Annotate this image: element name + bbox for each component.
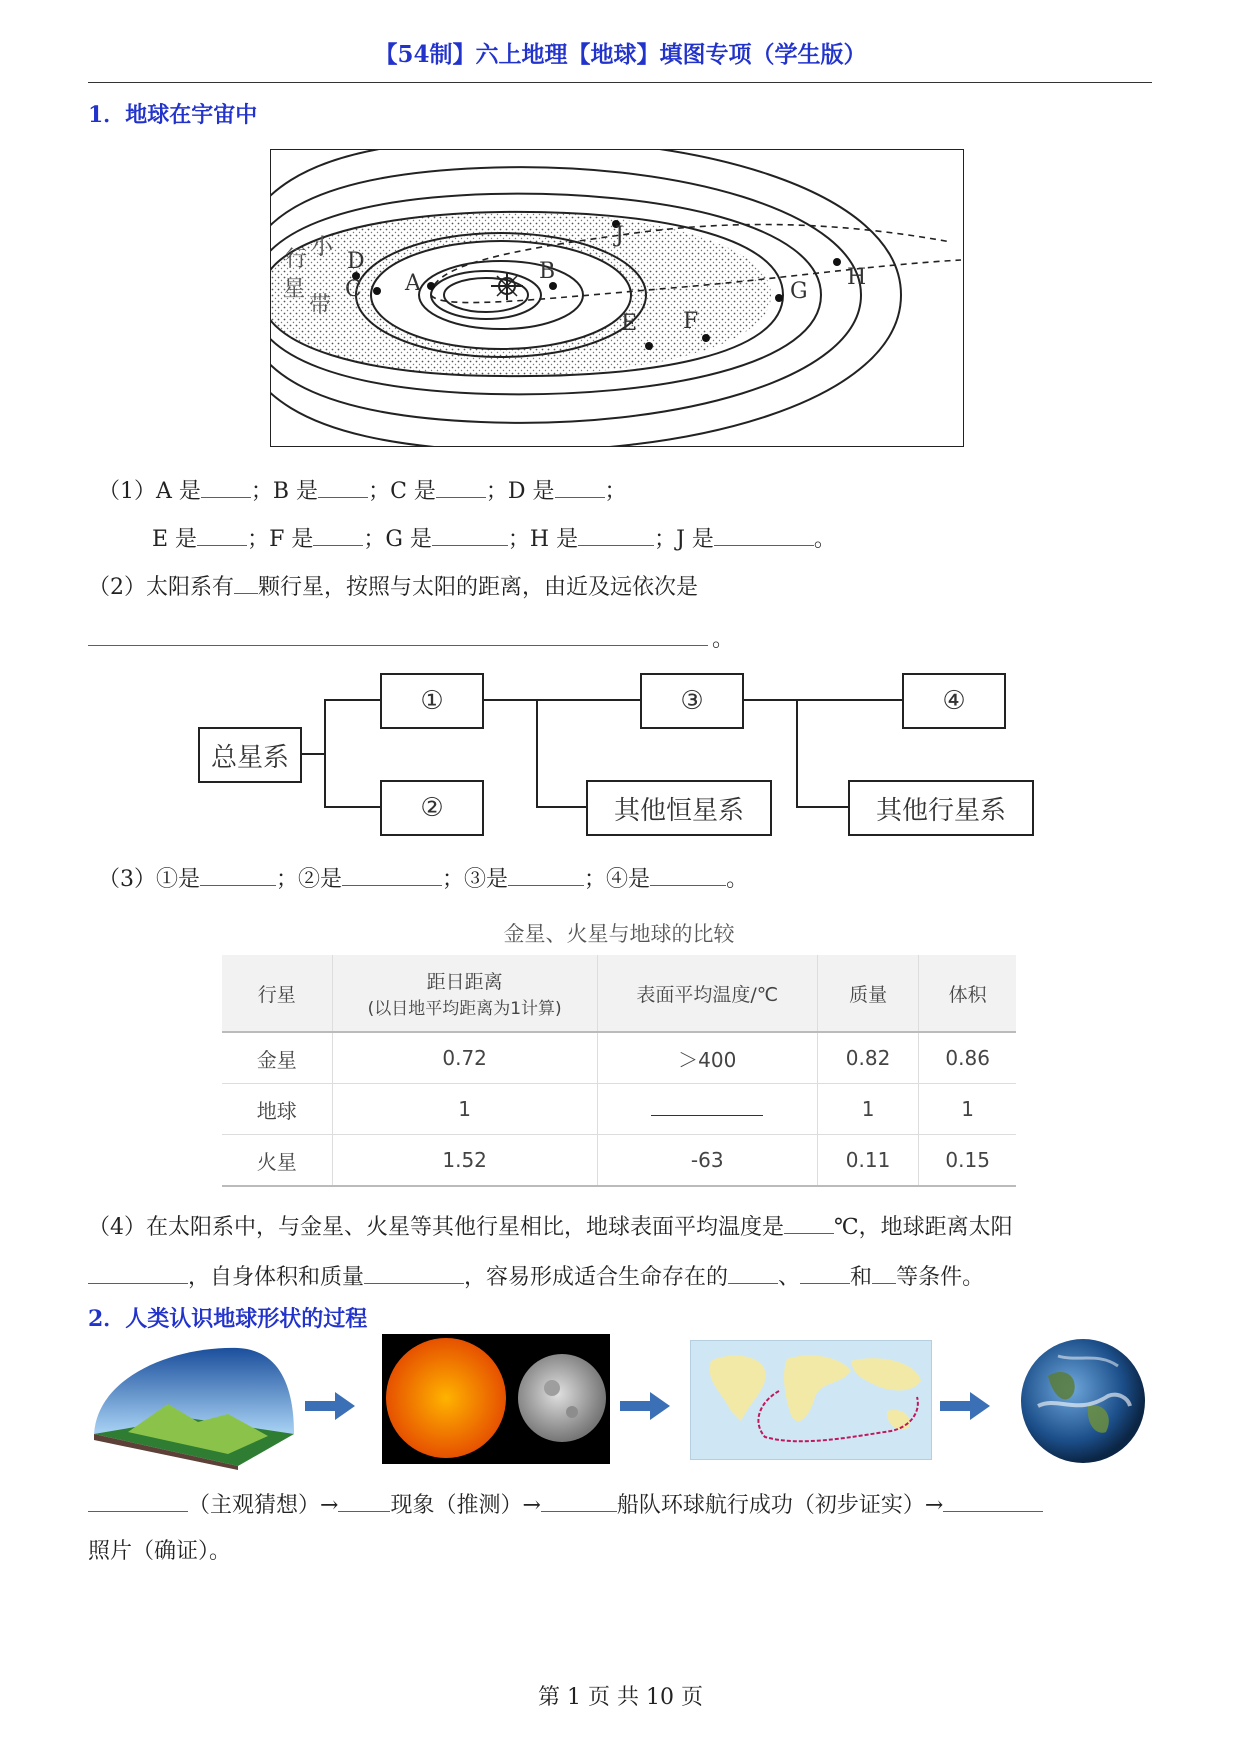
q1-c-label: ；C 是 <box>368 479 436 504</box>
q1-j-blank[interactable] <box>714 527 814 546</box>
node-2-box: ② <box>380 780 484 836</box>
process-text-2: 现象（推测）→ <box>390 1493 541 1518</box>
q4-line1 <box>88 1210 1013 1241</box>
cell: 0.72 <box>332 1032 597 1084</box>
planet-a-dot <box>427 282 435 290</box>
section-1-title: 1．地球在宇宙中 <box>88 102 258 128</box>
table-row <box>222 1084 1016 1135</box>
sun-photo-icon <box>386 1338 506 1458</box>
process-line-2: 照片（确证）。 <box>88 1539 232 1564</box>
process-blank-2[interactable] <box>338 1493 390 1512</box>
q1-row1-end: ； <box>604 479 627 504</box>
table-header-row <box>222 955 1016 1032</box>
label-f: F <box>683 309 699 334</box>
node-3-box: ③ <box>640 673 744 729</box>
q4-cond2-blank[interactable] <box>800 1265 850 1284</box>
connector <box>536 699 538 807</box>
q4-text-f: 和 <box>850 1265 873 1290</box>
table-caption: 金星、火星与地球的比较 <box>503 922 735 946</box>
q3-end: 。 <box>726 867 749 892</box>
table-row <box>222 1135 1016 1187</box>
q4-line2 <box>88 1260 984 1291</box>
connector <box>324 699 326 807</box>
arrow-right-icon <box>620 1392 670 1420</box>
label-j: J <box>615 223 624 248</box>
earth-temperature-cell <box>597 1084 817 1135</box>
q3-4-label: ；④是 <box>584 867 651 892</box>
cell: ＞400 <box>597 1032 817 1084</box>
header-planet: 行星 <box>222 955 332 1032</box>
solar-system-diagram <box>270 149 964 447</box>
table-row <box>222 1032 1016 1084</box>
connector <box>302 753 326 755</box>
planet-h-dot <box>833 258 841 266</box>
process-blank-1[interactable] <box>88 1493 188 1512</box>
q4-text-g: 等条件。 <box>896 1265 985 1290</box>
dome-sky-illustration <box>88 1344 298 1470</box>
q2-count-blank[interactable] <box>234 575 258 594</box>
other-planetary-systems-box: 其他行星系 <box>848 780 1034 836</box>
belt-label-4: 带 <box>309 293 332 318</box>
q3-2-blank[interactable] <box>342 867 442 886</box>
belt-label-1: 行 <box>285 247 308 272</box>
planet-comparison-table <box>222 955 1016 1187</box>
q1-row2 <box>152 522 836 553</box>
q4-distance-blank[interactable] <box>88 1265 188 1284</box>
earth-photo <box>1018 1336 1148 1466</box>
label-c: C <box>345 277 362 302</box>
q1-j-label: ；J 是 <box>654 527 714 552</box>
process-blank-4[interactable] <box>943 1493 1043 1512</box>
cell: 1 <box>919 1084 1016 1135</box>
other-star-systems-box: 其他恒星系 <box>586 780 772 836</box>
q4-temp-blank[interactable] <box>784 1215 834 1234</box>
moon-photo-icon <box>518 1354 606 1442</box>
planet-e-dot <box>645 342 653 350</box>
process-text-3: 船队环球航行成功（初步证实）→ <box>616 1493 944 1518</box>
q3-4-blank[interactable] <box>650 867 726 886</box>
cell: 金星 <box>222 1032 332 1084</box>
q1-row2-end: 。 <box>813 527 836 552</box>
circumnavigation-map <box>690 1340 932 1460</box>
connector <box>796 699 798 807</box>
q1-d-blank[interactable] <box>555 479 605 498</box>
q1-g-label: ；G 是 <box>363 527 432 552</box>
q3-2-label: ；②是 <box>276 867 343 892</box>
solar-system-svg <box>271 150 963 446</box>
section-2-title: 2．人类认识地球形状的过程 <box>88 1306 368 1332</box>
cell: 1.52 <box>332 1135 597 1187</box>
belt-label-2: 小 <box>311 235 334 260</box>
cell: -63 <box>597 1135 817 1187</box>
belt-label-3: 星 <box>283 277 306 302</box>
q1-g-blank[interactable] <box>432 527 508 546</box>
q4-text-d: ，容易形成适合生命存在的 <box>464 1265 729 1290</box>
q3-prefix: （3） <box>98 867 156 892</box>
process-text-1: （主观猜想）→ <box>188 1493 339 1518</box>
header-distance <box>332 955 597 1032</box>
label-a: A <box>405 271 421 296</box>
q1-a-blank[interactable] <box>201 479 251 498</box>
q4-cond3-blank[interactable] <box>872 1265 896 1284</box>
q4-text-c: ，自身体积和质量 <box>188 1265 365 1290</box>
planet-c-dot <box>373 287 381 295</box>
process-blank-3[interactable] <box>541 1493 617 1512</box>
cell: 0.15 <box>919 1135 1016 1187</box>
q4-cond1-blank[interactable] <box>728 1265 778 1284</box>
sun-and-moon-photo <box>382 1334 610 1464</box>
q1-e-label: E 是 <box>152 527 198 552</box>
cell: 0.86 <box>919 1032 1016 1084</box>
label-g: G <box>790 279 808 304</box>
q4-text-e: 、 <box>778 1265 801 1290</box>
q2-text-b: 颗行星，按照与太阳的距离，由近及远依次是 <box>258 575 699 600</box>
page-header: 【54制】六上地理【地球】填图专项（学生版） <box>374 41 867 68</box>
q1-f-label: ；F 是 <box>247 527 314 552</box>
node-4-box: ④ <box>902 673 1006 729</box>
q1-e-blank[interactable] <box>197 527 247 546</box>
q2-line <box>88 570 698 601</box>
q1-b-blank[interactable] <box>318 479 368 498</box>
node-1-box: ① <box>380 673 484 729</box>
q2-end: 。 <box>712 627 735 652</box>
cell: 0.82 <box>817 1032 919 1084</box>
process-line <box>88 1488 1043 1519</box>
q2-order-blank[interactable] <box>88 645 708 646</box>
connector <box>536 806 586 808</box>
cell: 1 <box>332 1084 597 1135</box>
header-mass: 质量 <box>817 955 919 1032</box>
connector <box>324 699 380 701</box>
q4-size-blank[interactable] <box>364 1265 464 1284</box>
q1-prefix: （1） <box>98 479 156 504</box>
q1-h-label: ；H 是 <box>507 527 579 552</box>
label-e: E <box>621 311 638 336</box>
q1-row1 <box>98 474 627 505</box>
label-h: H <box>847 265 867 290</box>
header-temperature: 表面平均温度/℃ <box>597 955 817 1032</box>
q4-text-b: ℃，地球距离太阳 <box>834 1215 1013 1240</box>
q1-b-label: ；B 是 <box>250 479 319 504</box>
q3-3-label: ；③是 <box>442 867 509 892</box>
q4-text-a: （4）在太阳系中，与金星、火星等其他行星相比，地球表面平均温度是 <box>88 1215 784 1240</box>
earth-temperature-blank[interactable] <box>651 1099 763 1116</box>
q1-a-label: A 是 <box>156 479 201 504</box>
q3-3-blank[interactable] <box>508 867 584 886</box>
header-divider <box>88 82 1152 83</box>
connector <box>744 699 902 701</box>
cell: 火星 <box>222 1135 332 1187</box>
q2-text-a: （2）太阳系有 <box>88 575 234 600</box>
label-d: D <box>347 249 365 274</box>
q3-1-label: ①是 <box>156 867 201 892</box>
q3-line <box>98 862 748 893</box>
root-box: 总星系 <box>198 727 302 783</box>
planet-g-dot <box>775 294 783 302</box>
connector <box>796 806 848 808</box>
arrow-right-icon <box>305 1392 355 1420</box>
connector <box>484 699 640 701</box>
q1-f-blank[interactable] <box>313 527 363 546</box>
header-distance-main: 距日距离 <box>426 971 503 993</box>
cell: 0.11 <box>817 1135 919 1187</box>
connector <box>324 806 380 808</box>
q1-c-blank[interactable] <box>436 479 486 498</box>
header-distance-note: (以日地平均距离为1计算) <box>367 999 562 1019</box>
q1-d-label: ；D 是 <box>485 479 555 504</box>
header-volume: 体积 <box>919 955 1016 1032</box>
cell: 1 <box>817 1084 919 1135</box>
arrow-right-icon <box>940 1392 990 1420</box>
label-b: B <box>539 259 556 284</box>
cell: 地球 <box>222 1084 332 1135</box>
q3-1-blank[interactable] <box>200 867 276 886</box>
page-footer: 第 1 页 共 10 页 <box>538 1685 703 1710</box>
q1-h-blank[interactable] <box>578 527 654 546</box>
planet-f-dot <box>702 334 710 342</box>
